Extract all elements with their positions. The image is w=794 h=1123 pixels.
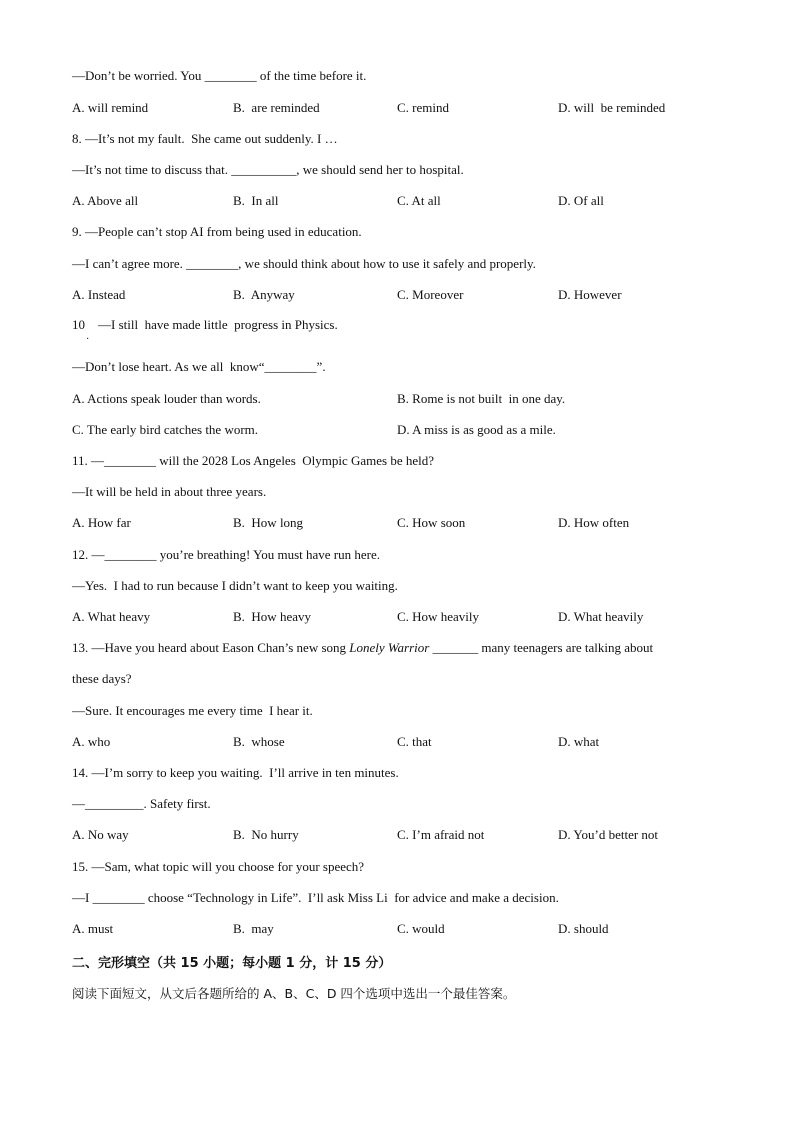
q12-option-b[interactable]: B. How heavy: [233, 609, 311, 624]
q15-option-c[interactable]: C. would: [397, 921, 445, 936]
q13-option-a[interactable]: A. who: [72, 734, 111, 749]
q9-question: 9. —People can’t stop AI from being used in education.: [72, 224, 362, 239]
q12-question: 12. —________ you’re breathing! You must have run here.: [72, 547, 380, 562]
q11-option-d[interactable]: D. How often: [558, 515, 630, 530]
q13-option-d[interactable]: D. what: [558, 734, 600, 749]
q14-option-b[interactable]: B. No hurry: [233, 827, 299, 842]
q7-option-a[interactable]: A. will remind: [72, 100, 149, 115]
q11-option-a[interactable]: A. How far: [72, 515, 131, 530]
q8-option-b[interactable]: B. In all: [233, 193, 279, 208]
q8-option-c[interactable]: C. At all: [397, 193, 441, 208]
q11-question: 11. —________ will the 2028 Los Angeles Olympic Games be held?: [72, 453, 435, 468]
q14-option-d[interactable]: D. You’d better not: [558, 827, 659, 842]
q7-dialogue-line: —Don’t be worried. You ________ of the time before it.: [72, 68, 367, 83]
q12-option-d[interactable]: D. What heavily: [558, 609, 644, 624]
q8-option-a[interactable]: A. Above all: [72, 193, 139, 208]
q9-option-c[interactable]: C. Moreover: [397, 287, 464, 302]
q15-question: 15. —Sam, what topic will you choose for your speech?: [72, 859, 365, 874]
q11-dialogue-line: —It will be held in about three years.: [72, 484, 267, 499]
q7-option-b[interactable]: B. are reminded: [233, 100, 320, 115]
q14-question: 14. —I’m sorry to keep you waiting. I’ll arrive in ten minutes.: [72, 765, 399, 780]
q11-option-b[interactable]: B. How long: [233, 515, 304, 530]
q13-option-b[interactable]: B. whose: [233, 734, 285, 749]
q13-song-title: Lonely Warrior: [349, 640, 430, 655]
q8-option-d[interactable]: D. Of all: [558, 193, 604, 208]
q10-option-c[interactable]: C. The early bird catches the worm.: [72, 422, 259, 437]
section-instruction: 阅读下面短文，从文后各题所给的 A、B、C、D 四个选项中选出一个最佳答案。: [72, 986, 516, 1001]
q9-option-a[interactable]: A. Instead: [72, 287, 126, 302]
q9-option-b[interactable]: B. Anyway: [233, 287, 295, 302]
q10-option-b[interactable]: B. Rome is not built in one day.: [397, 391, 566, 406]
q15-option-a[interactable]: A. must: [72, 921, 114, 936]
q15-option-b[interactable]: B. may: [233, 921, 274, 936]
q12-dialogue-line: —Yes. I had to run because I didn’t want to keep you waiting.: [72, 578, 398, 593]
q8-dialogue-line: —It’s not time to discuss that. __________, we should send her to hospital.: [72, 162, 464, 177]
q11-option-c[interactable]: C. How soon: [397, 515, 466, 530]
q15-option-d[interactable]: D. should: [558, 921, 609, 936]
q12-option-a[interactable]: A. What heavy: [72, 609, 151, 624]
q13-question: [72, 640, 653, 656]
q9-dialogue-line: —I can’t agree more. ________, we should think about how to use it safely and properly.: [72, 256, 536, 271]
q10-option-d[interactable]: D. A miss is as good as a mile.: [397, 422, 556, 437]
q10-dialogue-line: —Don’t lose heart. As we all know“________”.: [72, 359, 326, 374]
q7-option-c[interactable]: C. remind: [397, 100, 449, 115]
q14-option-c[interactable]: C. I’m afraid not: [397, 827, 485, 842]
q14-dialogue-line: —_________. Safety first.: [72, 796, 211, 811]
q13-question-continued: these days?: [72, 671, 132, 686]
q14-option-a[interactable]: A. No way: [72, 827, 129, 842]
q12-option-c[interactable]: C. How heavily: [397, 609, 479, 624]
q10-stray-dot: ·: [86, 334, 90, 345]
q15-dialogue-line: —I ________ choose “Technology in Life”. I’ll ask Miss Li for advice and make a decision.: [72, 890, 559, 905]
q7-option-d[interactable]: D. will be reminded: [558, 100, 666, 115]
q8-question: 8. —It’s not my fault. She came out suddenly. I …: [72, 131, 338, 146]
q13-question-end: _______ many teenagers are talking about: [429, 640, 654, 655]
q13-question-start: 13. —Have you heard about Eason Chan’s new song: [72, 640, 350, 655]
q9-option-d[interactable]: D. However: [558, 287, 622, 302]
section-heading: 二、完形填空（共 15 小题；每小题 1 分，计 15 分）: [72, 956, 392, 971]
q13-option-c[interactable]: C. that: [397, 734, 432, 749]
q10-option-a[interactable]: A. Actions speak louder than words.: [72, 391, 261, 406]
q13-dialogue-line: —Sure. It encourages me every time I hear it.: [72, 703, 313, 718]
q10-question: 10 —I still have made little progress in Physics.: [72, 317, 338, 332]
